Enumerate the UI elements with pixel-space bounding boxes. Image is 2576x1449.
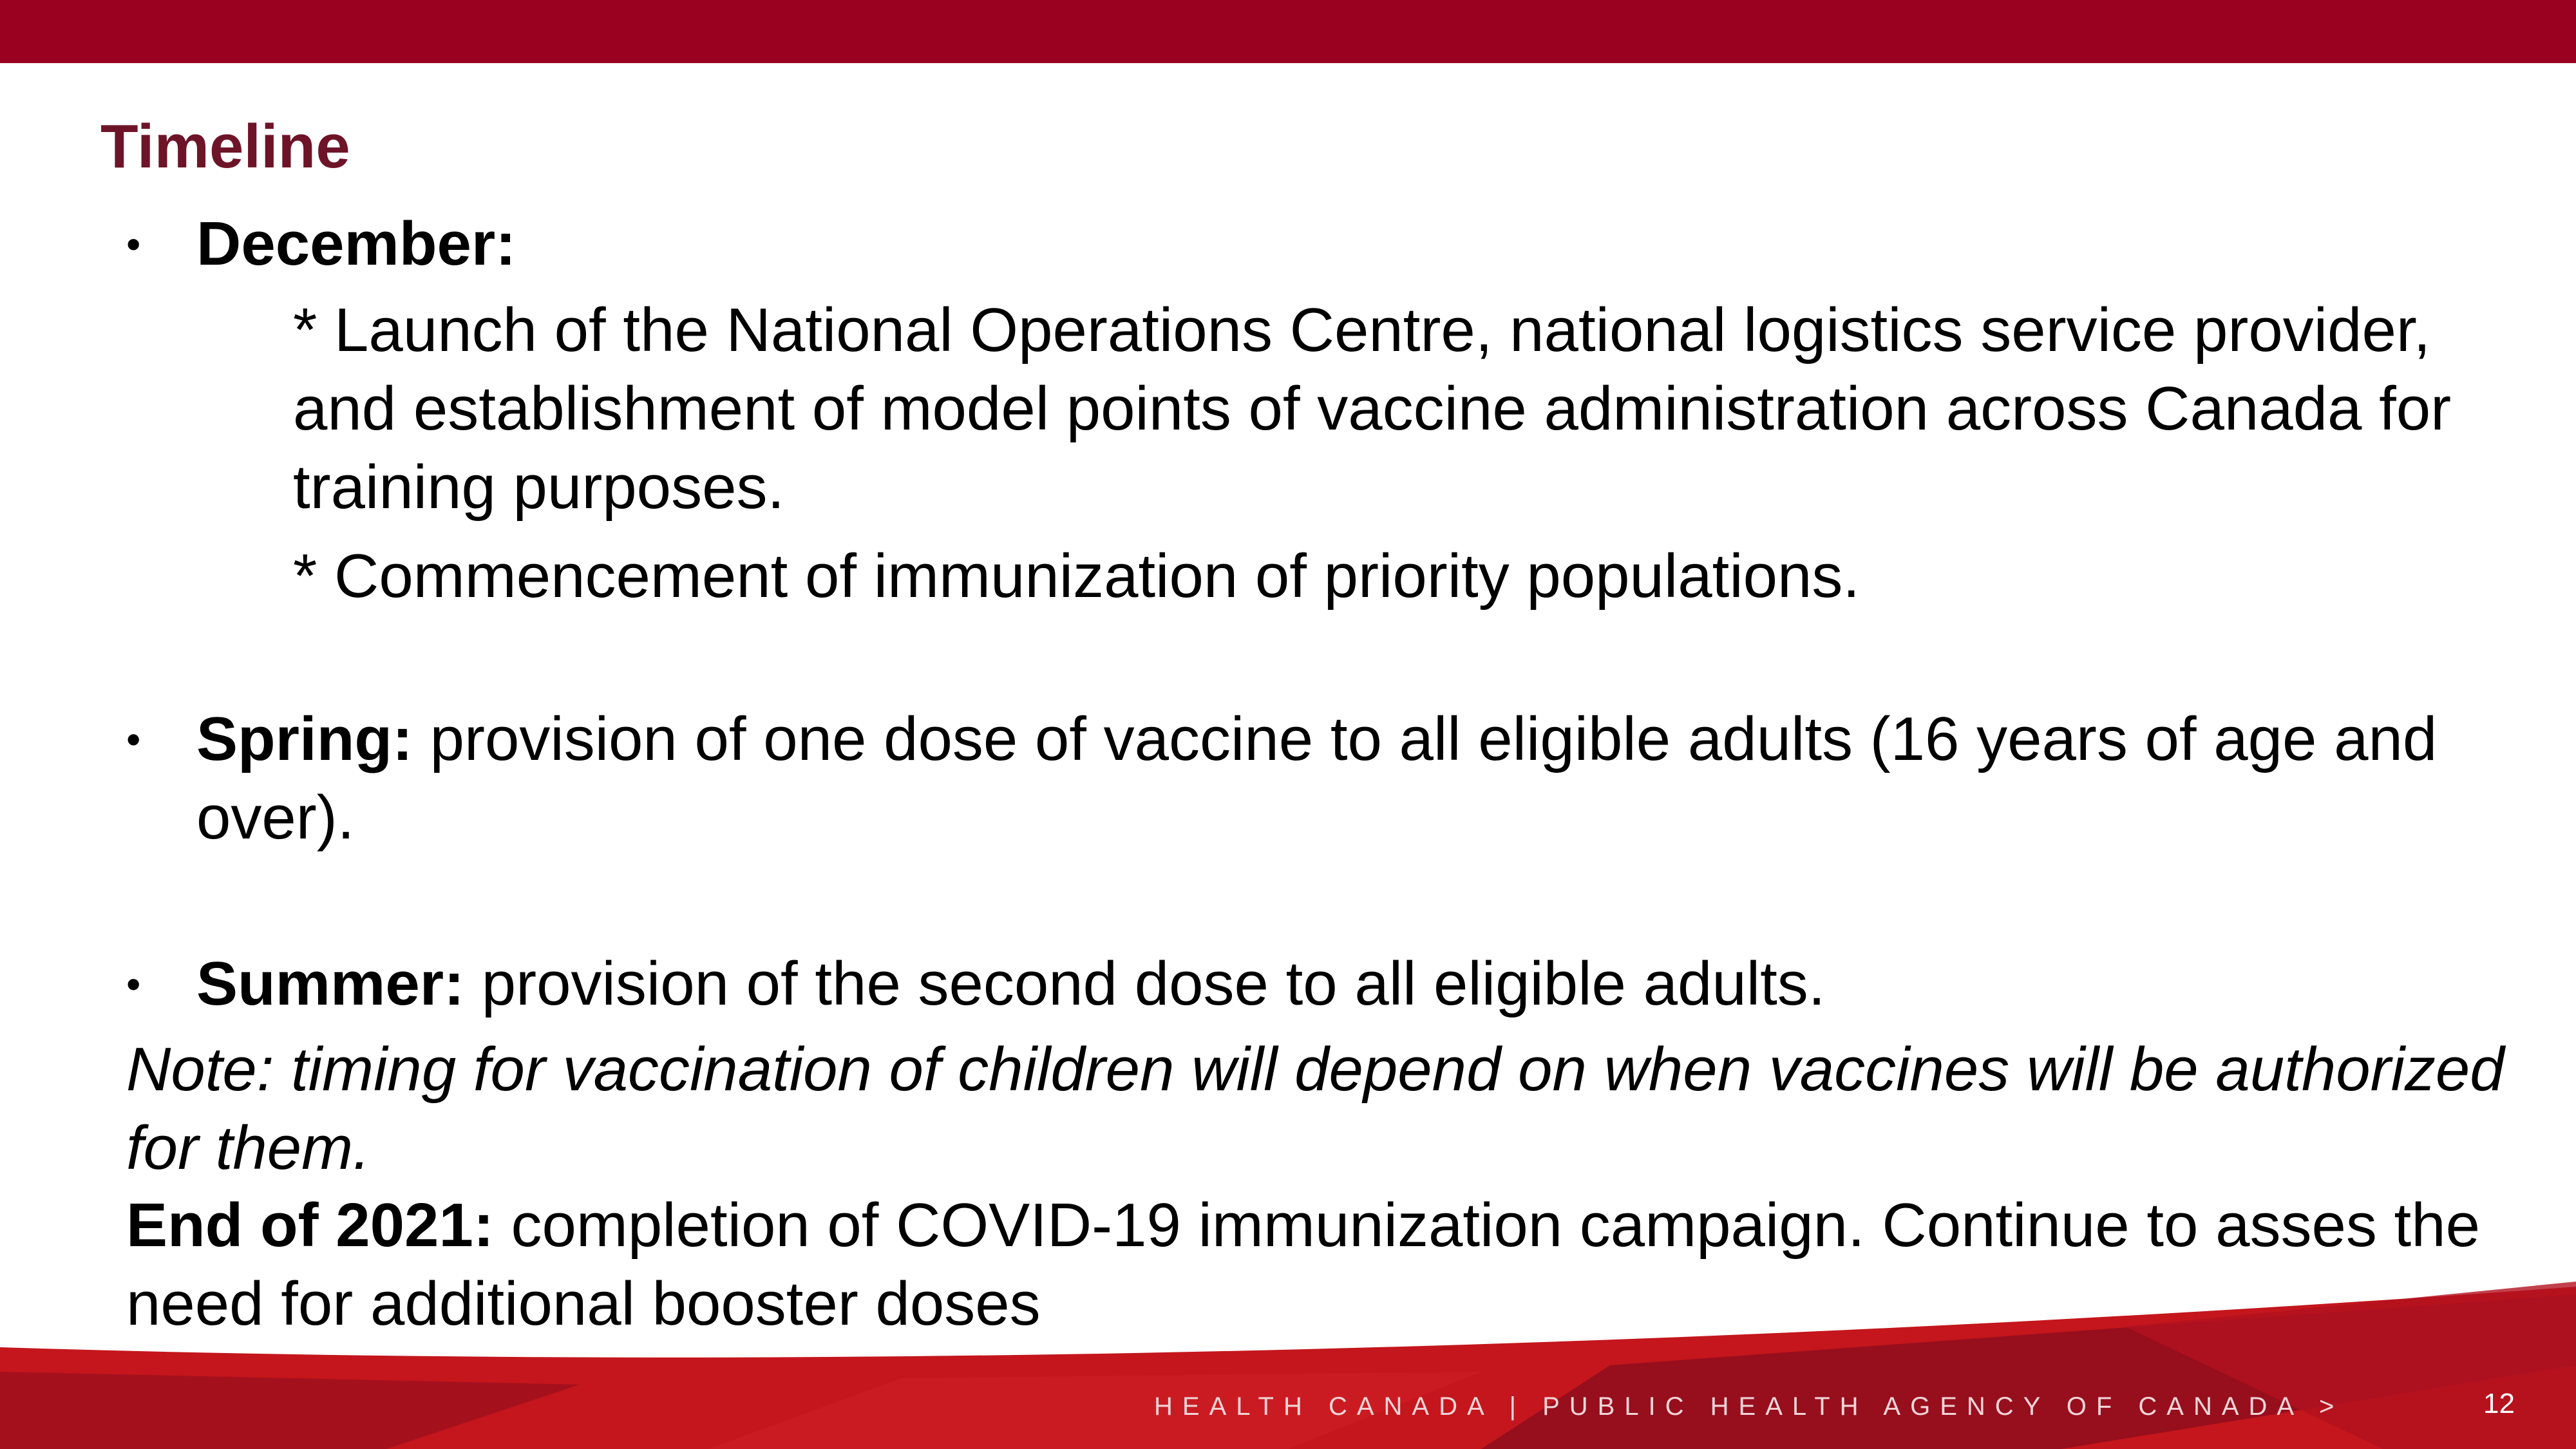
bullet-label-summer: Summer: (196, 949, 465, 1018)
page-number: 12 (2483, 1388, 2515, 1419)
end-label: End of 2021: (126, 1191, 494, 1260)
footer-agency-text: HEALTH CANADA | PUBLIC HEALTH AGENCY OF CANADA > (1154, 1392, 2344, 1421)
december-sub-item-commencement: * Commencement of immunization of priority populations. (293, 542, 1861, 611)
bullet-content-summer (196, 945, 2489, 1023)
top-banner (0, 0, 2576, 63)
bullet-label-december: December: (196, 209, 516, 278)
bullet-marker: • (126, 221, 141, 267)
slide-title: Timeline (100, 112, 350, 181)
bullet-marker: • (126, 961, 141, 1007)
bullet-content-spring (196, 700, 2489, 857)
bullet-label-spring: Spring: (196, 705, 413, 773)
bullet-marker: • (126, 716, 141, 762)
bullet-text-summer: provision of the second dose to all eligible adults. (464, 949, 1826, 1018)
bullet-text-spring: provision of one dose of vaccine to all eligible adults (16 years of age and over). (196, 705, 2438, 852)
december-sub-item-launch: * Launch of the National Operations Centre, national logistics service provider, and establishment of model points of vaccine administration across Canada for training purposes. (293, 296, 2452, 522)
end-body: completion of COVID-19 immunization campaign. Continue to asses the need for additional booster doses (126, 1191, 2480, 1338)
note-text: Note: timing for vaccination of children will depend on when vaccines will be authorized for them. (126, 1035, 2505, 1182)
